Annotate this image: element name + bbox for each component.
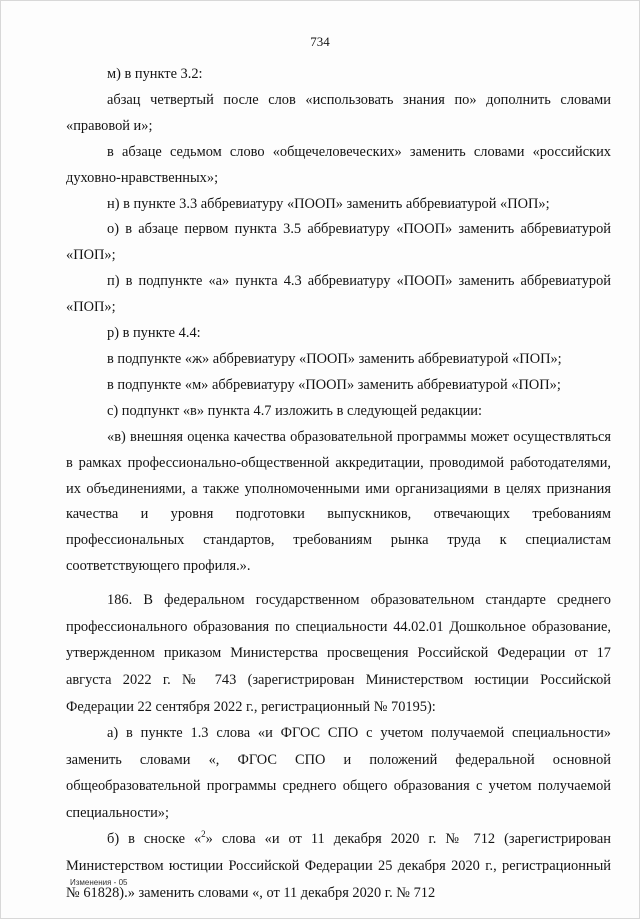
page-number: 734 — [310, 34, 330, 49]
paragraph-item-p: п) в подпункте «а» пункта 4.3 аббревиатуру «ПООП» заменить аббревиатурой «ПОП»; — [66, 273, 611, 316]
paragraph-186: 186. В федеральном государственном образовательном стандарте среднего профессионального образования по специальности 44.02.01 Дошкольное образование, утвержденном приказом Министерства просвещения Российской Федерации от 17 августа 2022 г. № 743 (зарегистрирован Министерством юстиции Российской Федерации 22 сентября 2022 г., регистрационный № 70195): — [66, 592, 611, 715]
page-footer: Изменения - 05 — [70, 878, 128, 887]
paragraph-4-4-m: в подпункте «м» аббревиатуру «ПООП» заменить аббревиатурой «ПОП»; — [107, 376, 561, 393]
paragraph-3-2-abzac-4: абзац четвертый после слов «использовать знания по» дополнить словами «правовой и»; — [66, 91, 611, 134]
document-body — [66, 62, 611, 906]
paragraph-item-m: м) в пункте 3.2: — [107, 66, 203, 82]
paragraph-item-r: р) в пункте 4.4: — [107, 325, 201, 342]
paragraph-item-o: о) в абзаце первом пункта 3.5 аббревиатуру «ПООП» заменить аббревиатурой «ПОП»; — [66, 221, 611, 264]
paragraph-4-7-v-text: «в) внешняя оценка качества образовательной программы может осуществляться в рамках профессионально-общественной аккредитации, проводимой работодателями, их объединениями, а также уполномоченными ими организациями в целях признания качества и уровня подготовки выпускников, отвечающих требованиям профессиональных стандартов, требованиям рынка труда к специалистам соответствующего профиля.». — [66, 428, 611, 575]
footnote-text-after: » слова «и от 11 декабря 2020 г. № 712 (зарегистрирован Министерством юстиции Российской Федерации 25 декабря 2020 г., регистрационный № 61828).» заменить словами «, от 11 декабря 2020 г. № 712 — [66, 831, 611, 901]
paragraph-item-s: с) подпункт «в» пункта 4.7 изложить в следующей редакции: — [107, 402, 482, 419]
footnote-text-before: б) в сноске « — [107, 831, 202, 848]
paragraph-186-a: а) в пункте 1.3 слова «и ФГОС СПО с учетом получаемой специальности» заменить словами «, ФГОС СПО и положений федеральной основной общеобразовательной программы среднего общего образования с учетом получаемой специальности»; — [66, 725, 611, 821]
footnote-superscript: 2 — [201, 829, 206, 840]
paragraph-item-n: н) в пункте 3.3 аббревиатуру «ПООП» заменить аббревиатурой «ПОП»; — [107, 195, 550, 212]
paragraph-186-b — [66, 826, 611, 906]
paragraph-4-4-zh: в подпункте «ж» аббревиатуру «ПООП» заменить аббревиатурой «ПОП»; — [107, 350, 562, 367]
paragraph-3-2-abzac-7: в абзаце седьмом слово «общечеловеческих» заменить словами «российских духовно-нравственных»; — [66, 143, 611, 186]
